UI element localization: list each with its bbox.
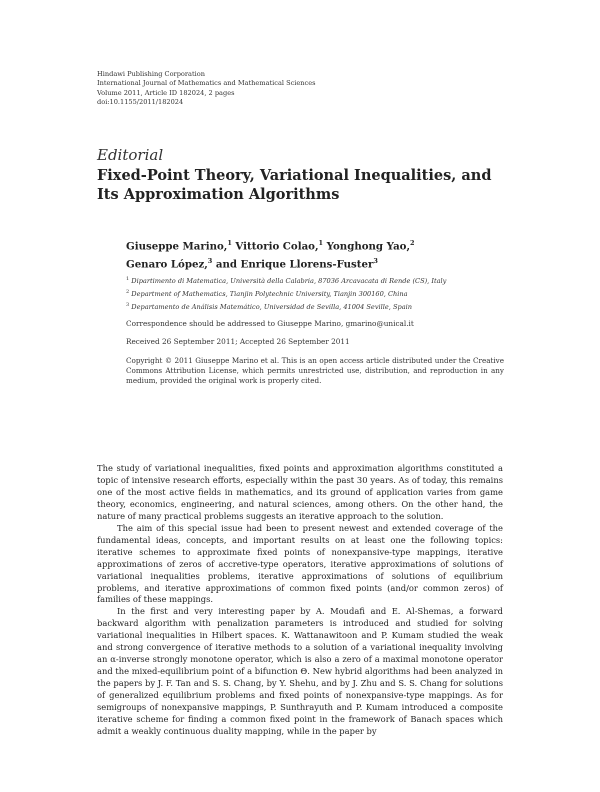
journal-header bbox=[97, 70, 316, 108]
author-name: Giuseppe Marino, bbox=[126, 240, 228, 253]
author-name: Vittorio Colao, bbox=[235, 240, 319, 253]
correspondence-line: Correspondence should be addressed to Giuseppe Marino, gmarino@unical.it bbox=[126, 319, 414, 328]
author-list bbox=[126, 236, 486, 272]
copyright-notice: Copyright © 2011 Giuseppe Marino et al. This is an open access article distributed under the Creative Commons Attribution License, which permits unrestricted use, distribution, and reproduction in any medium, provided the original work is properly cited. bbox=[126, 356, 504, 386]
article-body bbox=[97, 463, 503, 738]
author-name: Genaro López, bbox=[126, 258, 208, 271]
affiliation-list bbox=[126, 274, 486, 314]
body-paragraph: In the first and very interesting paper by A. Moudafi and E. Al-Shemas, a forward backward algorithm with penalization parameters is introduced and studied for solving variational inequalities in Hilbert spaces. K. Wattanawitoon and P. Kumam studied the weak and strong convergence of iterative methods to a solution of a variational inequality involving an α-inverse strongly monotone operator, which is also a zero of a maximal monotone operator and the mixed-equilibrium point of a bifunction Θ. New hybrid algorithms had been analyzed in the papers by J. F. Tan and S. S. Chang, by Y. Shehu, and by J. Zhu and S. S. Chang for solutions of generalized equilibrium problems and fixed points of nonexpansive-type mappings. As for semigroups of nonexpansive mappings, P. Sunthrayuth and P. Kumam introduced a composite iterative scheme for finding a common fixed point in the framework of Banach spaces which admit a weakly continuous duality mapping, while in the paper by bbox=[97, 606, 503, 736]
author-affiliation-mark: 2 bbox=[410, 239, 415, 247]
author-affiliation-mark: 1 bbox=[318, 239, 324, 247]
author-affiliation-mark: 1 bbox=[227, 239, 232, 247]
author-name: Yonghong Yao, bbox=[326, 240, 411, 253]
body-paragraph: The study of variational inequalities, fixed points and approximation algorithms constituted a topic of intensive research efforts, especially within the past 30 years. As of today, this remains one of the most active fields in mathematics, and its ground of application varies from game theory, economics, engineering, and natural sciences, among others. On the other hand, the nature of many practical problems suggests an iterative approach to the solution. bbox=[97, 463, 503, 521]
affiliation: $^3$ Departamento de Análisis Matemático, Universidad de Sevilla, 41004 Seville, Spain bbox=[126, 302, 412, 312]
body-paragraph: The aim of this special issue had been to present newest and extended coverage of the fundamental ideas, concepts, and important results on at least one the following topics: iterative schemes to approximate fixed points of nonexpansive-type mappings, iterative approximations of zeros of accretive-type operators, iterative approximations of solutions of variational inequalities problems, iterative approximations of solutions of equilibrium problems, and iterative approximations of common fixed points (and/or common zeros) of families of these mappings. bbox=[97, 522, 503, 605]
publisher-line: Hindawi Publishing Corporation bbox=[97, 70, 205, 78]
doi-line: doi:10.1155/2011/182024 bbox=[97, 98, 184, 107]
volume-line: Volume 2011, Article ID 182024, 2 pages bbox=[97, 88, 235, 97]
author-name: and Enrique Llorens-Fuster bbox=[215, 258, 374, 271]
article-type: Editorial bbox=[97, 146, 164, 164]
journal-line: International Journal of Mathematics and Mathematical Sciences bbox=[97, 79, 316, 88]
affiliation: $^2$ Department of Mathematics, Tianjin Polytechnic University, Tianjin 300160, China bbox=[126, 289, 408, 299]
author-affiliation-mark: 3 bbox=[373, 256, 378, 265]
author-affiliation-mark: 3 bbox=[207, 256, 213, 265]
dates-line: Received 26 September 2011; Accepted 26 September 2011 bbox=[126, 337, 350, 346]
article-title: Fixed-Point Theory, Variational Inequalities, and Its Approximation Algorithms bbox=[97, 167, 492, 203]
affiliation: $^1$ Dipartimento di Matematica, Università della Calabria, 87036 Arcavacata di Rende (CS), Italy bbox=[126, 276, 447, 286]
